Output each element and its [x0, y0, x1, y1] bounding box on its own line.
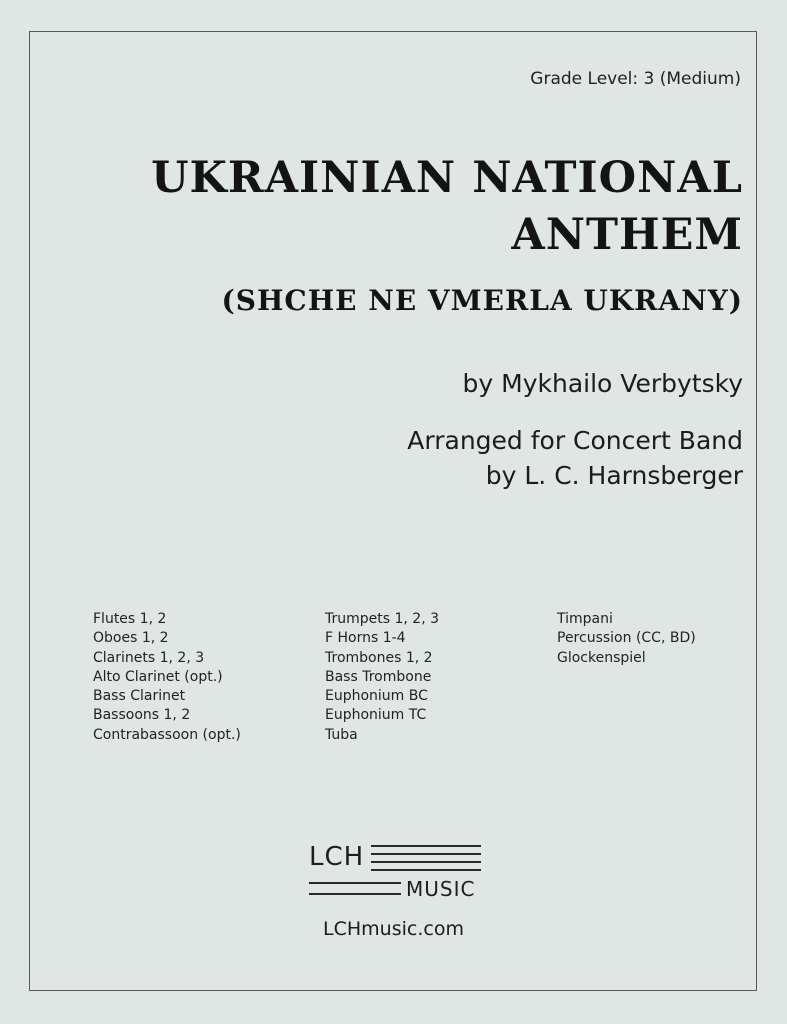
title-line-1: UKRAINIAN NATIONAL: [151, 153, 743, 203]
instrument-item: Alto Clarinet (opt.): [93, 668, 223, 685]
logo-staff-line: [371, 853, 481, 855]
logo-lch-text: LCH: [309, 842, 365, 872]
title: [43, 150, 743, 264]
lch-music-logo: [309, 838, 484, 904]
arranged-line-2: by L. C. Harnsberger: [485, 461, 743, 490]
instrument-item: Euphonium TC: [325, 707, 427, 724]
arranged-line-1: Arranged for Concert Band: [407, 426, 743, 455]
instrument-item: Percussion (CC, BD): [557, 630, 696, 647]
logo-staff-line: [371, 869, 481, 871]
instrument-item: Trumpets 1, 2, 3: [325, 611, 440, 627]
logo-music-text: MUSIC: [406, 877, 476, 901]
arranger-credit: [407, 423, 743, 493]
instrument-item: Euphonium BC: [325, 688, 428, 705]
instrument-item: F Horns 1-4: [325, 630, 406, 647]
instrument-item: Contrabassoon (opt.): [93, 726, 241, 743]
logo-staff-line: [371, 845, 481, 847]
instrument-item: Flutes 1, 2: [93, 611, 167, 627]
instrument-item: Bassoons 1, 2: [93, 707, 191, 724]
subtitle: (SHCHE NE VMERLA UKRANY): [221, 284, 743, 317]
logo-staff-line: [309, 882, 401, 884]
instrument-item: Tuba: [325, 726, 358, 743]
instrument-item: Bass Clarinet: [93, 688, 186, 705]
composer-credit: by Mykhailo Verbytsky: [462, 369, 743, 398]
instrument-item: Clarinets 1, 2, 3: [93, 649, 205, 666]
instrument-item: Trombones 1, 2: [325, 649, 433, 666]
instrument-list-brass: [325, 610, 439, 745]
instrument-list-woodwinds: [93, 610, 241, 745]
website-url[interactable]: LCHmusic.com: [323, 918, 464, 940]
title-line-2: ANTHEM: [511, 210, 743, 260]
grade-level: Grade Level: 3 (Medium): [530, 69, 741, 89]
instrument-item: Bass Trombone: [325, 668, 432, 685]
logo-staff-line: [309, 893, 401, 895]
logo-staff-line: [371, 861, 481, 863]
instrument-list-percussion: [557, 610, 696, 668]
instrument-item: Timpani: [557, 611, 613, 627]
instrument-item: Glockenspiel: [557, 649, 646, 666]
instrument-item: Oboes 1, 2: [93, 630, 169, 647]
